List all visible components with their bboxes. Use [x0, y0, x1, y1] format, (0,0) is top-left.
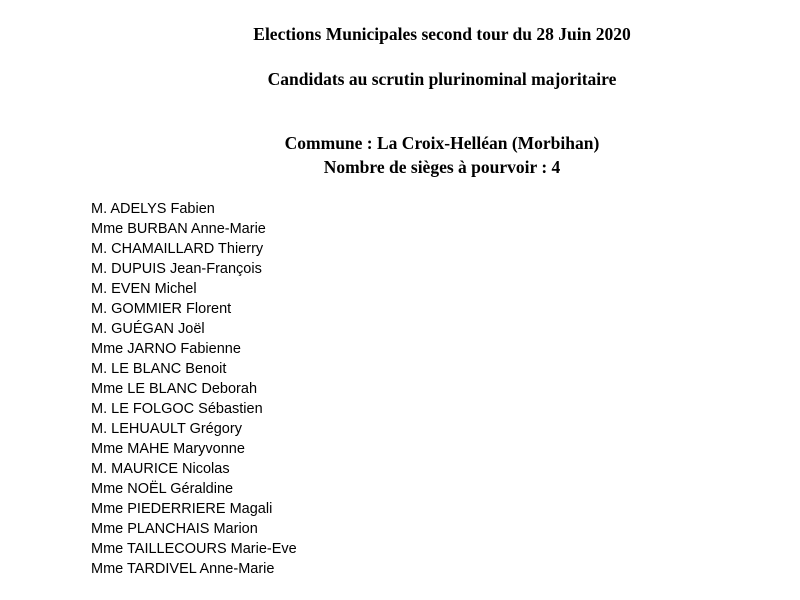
list-item: M. GUÉGAN Joël [91, 321, 205, 337]
list-item: M. GOMMIER Florent [91, 301, 232, 317]
list-item: Mme PLANCHAIS Marion [91, 521, 258, 537]
commune-heading: Commune : La Croix-Helléan (Morbihan) [284, 133, 600, 153]
list-item: Mme TAILLECOURS Marie-Eve [91, 541, 297, 557]
list-item: Mme LE BLANC Deborah [91, 381, 258, 397]
list-item: Mme BURBAN Anne-Marie [91, 221, 266, 237]
list-item: M. MAURICE Nicolas [91, 461, 230, 477]
list-item: Mme TARDIVEL Anne-Marie [91, 561, 275, 577]
list-item: M. LEHUAULT Grégory [91, 421, 242, 437]
list-item: M. LE BLANC Benoit [91, 361, 227, 377]
list-item: Mme JARNO Fabienne [91, 341, 241, 357]
list-item: M. DUPUIS Jean-François [91, 261, 262, 277]
list-item: Mme NOËL Géraldine [91, 481, 234, 497]
ballot-type-heading: Candidats au scrutin plurinominal majoritaire [267, 69, 617, 89]
list-item: M. EVEN Michel [91, 281, 197, 297]
candidate-list [91, 199, 297, 579]
list-item: Mme PIEDERRIERE Magali [91, 501, 273, 517]
list-item: M. CHAMAILLARD Thierry [91, 241, 264, 257]
seats-heading: Nombre de sièges à pourvoir : 4 [323, 157, 561, 177]
election-title: Elections Municipales second tour du 28 Juin 2020 [253, 24, 631, 44]
list-item: M. ADELYS Fabien [91, 201, 215, 217]
list-item: M. LE FOLGOC Sébastien [91, 401, 263, 417]
list-item: Mme MAHE Maryvonne [91, 441, 245, 457]
